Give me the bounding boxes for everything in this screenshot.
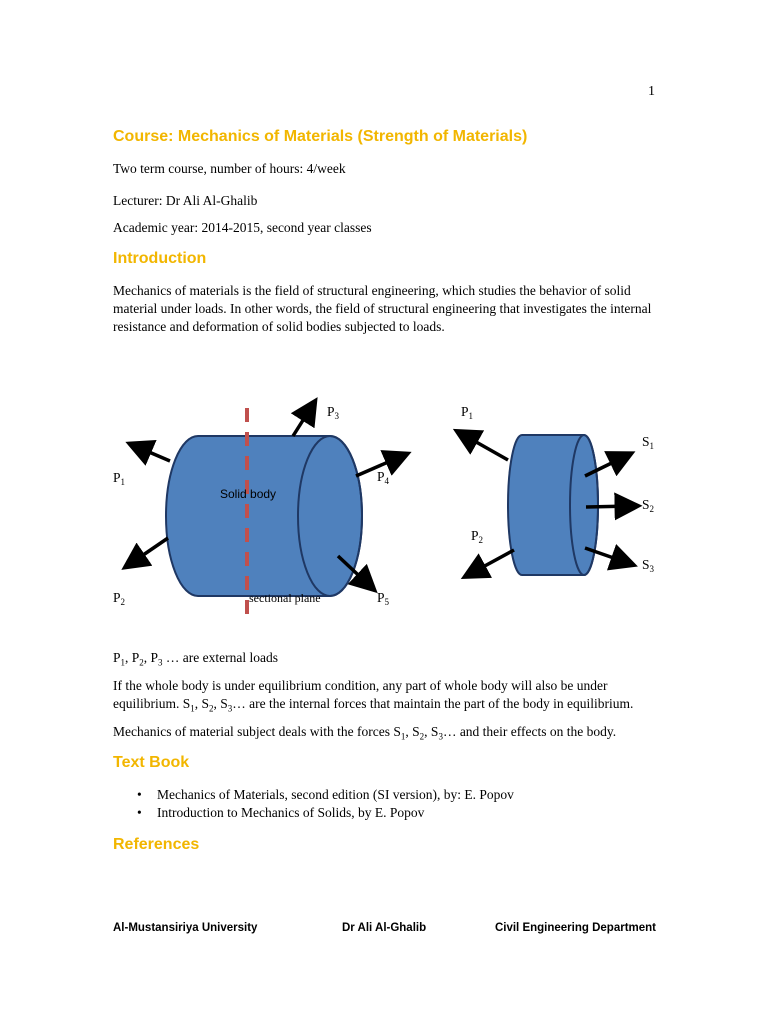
solid-body-cylinder (166, 436, 362, 596)
load-arrow-p1 (135, 446, 170, 461)
load-arrow-p3 (293, 406, 312, 436)
introduction-paragraph: Mechanics of materials is the field of structural engineering, which studies the behavior of solid material under loads. In other words, the field of structural engineering that investigates the internal resistance and deformation of solid bodies subjected to loads. (113, 283, 652, 334)
course-hours: Two term course, number of hours: 4/week (113, 161, 346, 176)
page-footer (113, 922, 658, 940)
list-item: • Introduction to Mechanics of Solids, by E. Popov (137, 805, 425, 820)
load-label-p5: $P_5$ (377, 590, 390, 607)
load-label-p1: $P_1$ (113, 470, 126, 487)
solid-body-label: Solid body (220, 487, 277, 501)
introduction-heading: Introduction (113, 250, 207, 267)
text-book-list (113, 786, 514, 822)
course-lecturer: Lecturer: Dr Ali Al-Ghalib (113, 193, 258, 208)
internal-force-label-s3: $S_3$ (642, 557, 655, 574)
subject-line: Mechanics of material subject deals with the forces $S_1$, $S_2$, $S_3\dots$ and their effects on the body. (113, 724, 617, 742)
load-label-p2: $P_2$ (113, 590, 126, 607)
list-item: • Mechanics of Materials, second edition (SI version), by: E. Popov (137, 787, 514, 802)
equilibrium-paragraph: If the whole body is under equilibrium condition, any part of whole body will also be under equilibrium. $S_1$, $S_2$, $S_3\dots$ are the internal forces that maintain the part of the body in equilibrium. (113, 678, 634, 714)
free-body-diagram (0, 380, 768, 630)
internal-force-label-s1: $S_1$ (642, 434, 655, 451)
load-arrow-right-p2 (470, 550, 514, 574)
footer-university: Al-Mustansiriya University (113, 922, 258, 934)
footer-author: Dr Ali Al-Ghalib (342, 922, 427, 934)
bullet-icon: • (137, 787, 142, 802)
load-label-right-p2: $P_2$ (471, 528, 484, 545)
page-number: 1 (648, 84, 655, 99)
references-heading: References (113, 836, 200, 853)
load-label-p4: $P_4$ (377, 469, 390, 486)
text-book-heading: Text Book (113, 754, 190, 771)
external-loads-line: $P_1$, $P_2$, $P_3$ … are external loads (113, 650, 278, 668)
load-arrow-right-p1 (462, 434, 508, 460)
load-label-right-p1: $P_1$ (461, 404, 474, 421)
course-title: Course: Mechanics of Materials (Strength of Materials) (113, 128, 528, 145)
footer-department: Civil Engineering Department (494, 922, 656, 934)
load-arrow-p2 (130, 538, 168, 564)
internal-force-arrow-s2 (586, 506, 632, 507)
sectional-plane-label: sectional plane (249, 591, 321, 605)
internal-force-label-s2: $S_2$ (642, 497, 655, 514)
cut-body-cylinder (508, 435, 598, 575)
academic-year: Academic year: 2014-2015, second year classes (113, 220, 372, 235)
load-label-p3: $P_3$ (327, 404, 340, 421)
bullet-icon: • (137, 805, 142, 820)
